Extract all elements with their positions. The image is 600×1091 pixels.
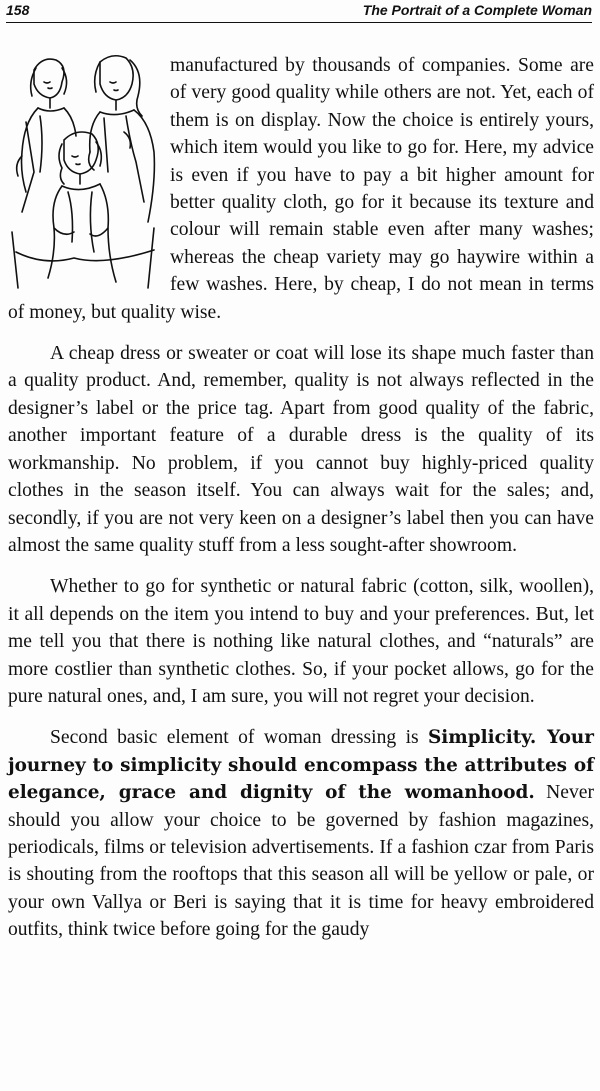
page-number: 158: [6, 2, 30, 18]
paragraph-1: manufactured by thousands of companies. Some are of very good quality while others are not. Yet, each of them is on display. Now the choice is entirely yours, which item would you like to go for. Here, my advice is even if you have to pay a bit higher amount for better quality cloth, go for it because its texture and colour will remain stable even after many washes; whereas the cheap variety may go haywire within a few washes. Here, by cheap, I do not mean in terms of money, but quality wise.: [8, 55, 594, 323]
simplicity-keyword: Simplicity.: [428, 727, 537, 749]
running-title: The Portrait of a Complete Woman: [362, 2, 592, 18]
fashion-women-sketch-icon: [4, 52, 164, 292]
paragraph-4: [8, 724, 594, 943]
simplicity-emphasis: Your journey to simplicity should encompass the attributes of elegance, grace and dignity of the womanhood.: [8, 727, 594, 804]
paragraph-2: A cheap dress or sweater or coat will lose its shape much faster than a quality product. And, remember, quality is not always reflected in the designer’s label or the price tag. Apart from good quality of the fabric, another important feature of a durable dress is the quality of its workmanship. No problem, if you cannot buy highly-priced quality clothes in the season itself. You can always wait for the sales; and, secondly, if you are not very keen on a designer’s label then you can have almost the same quality stuff from a less sought-after showroom.: [8, 343, 594, 556]
paragraph-4-lead: Second basic element of woman dressing is: [50, 727, 429, 749]
header-rule: [6, 22, 592, 23]
paragraph-3: Whether to go for synthetic or natural fabric (cotton, silk, woollen), it all depends on the item you intend to buy and your preferences. But, let me tell you that there is nothing like natural clothes, and “naturals” are more costlier than synthetic clothes. So, if your pocket allows, go for the pure natural ones, and, I am sure, you will not regret your decision.: [8, 576, 594, 707]
page-header: [6, 2, 592, 24]
body-text: [8, 52, 594, 944]
paragraph-4-rest: Never should you allow your choice to be governed by fashion magazines, periodicals, films or television advertisements. If a fashion czar from Paris is shouting from the rooftops that this season all will be yellow or pale, or your own Vallya or Beri is saying that it is time for heavy embroidered outfits, think twice before going for the gaudy: [8, 782, 594, 941]
